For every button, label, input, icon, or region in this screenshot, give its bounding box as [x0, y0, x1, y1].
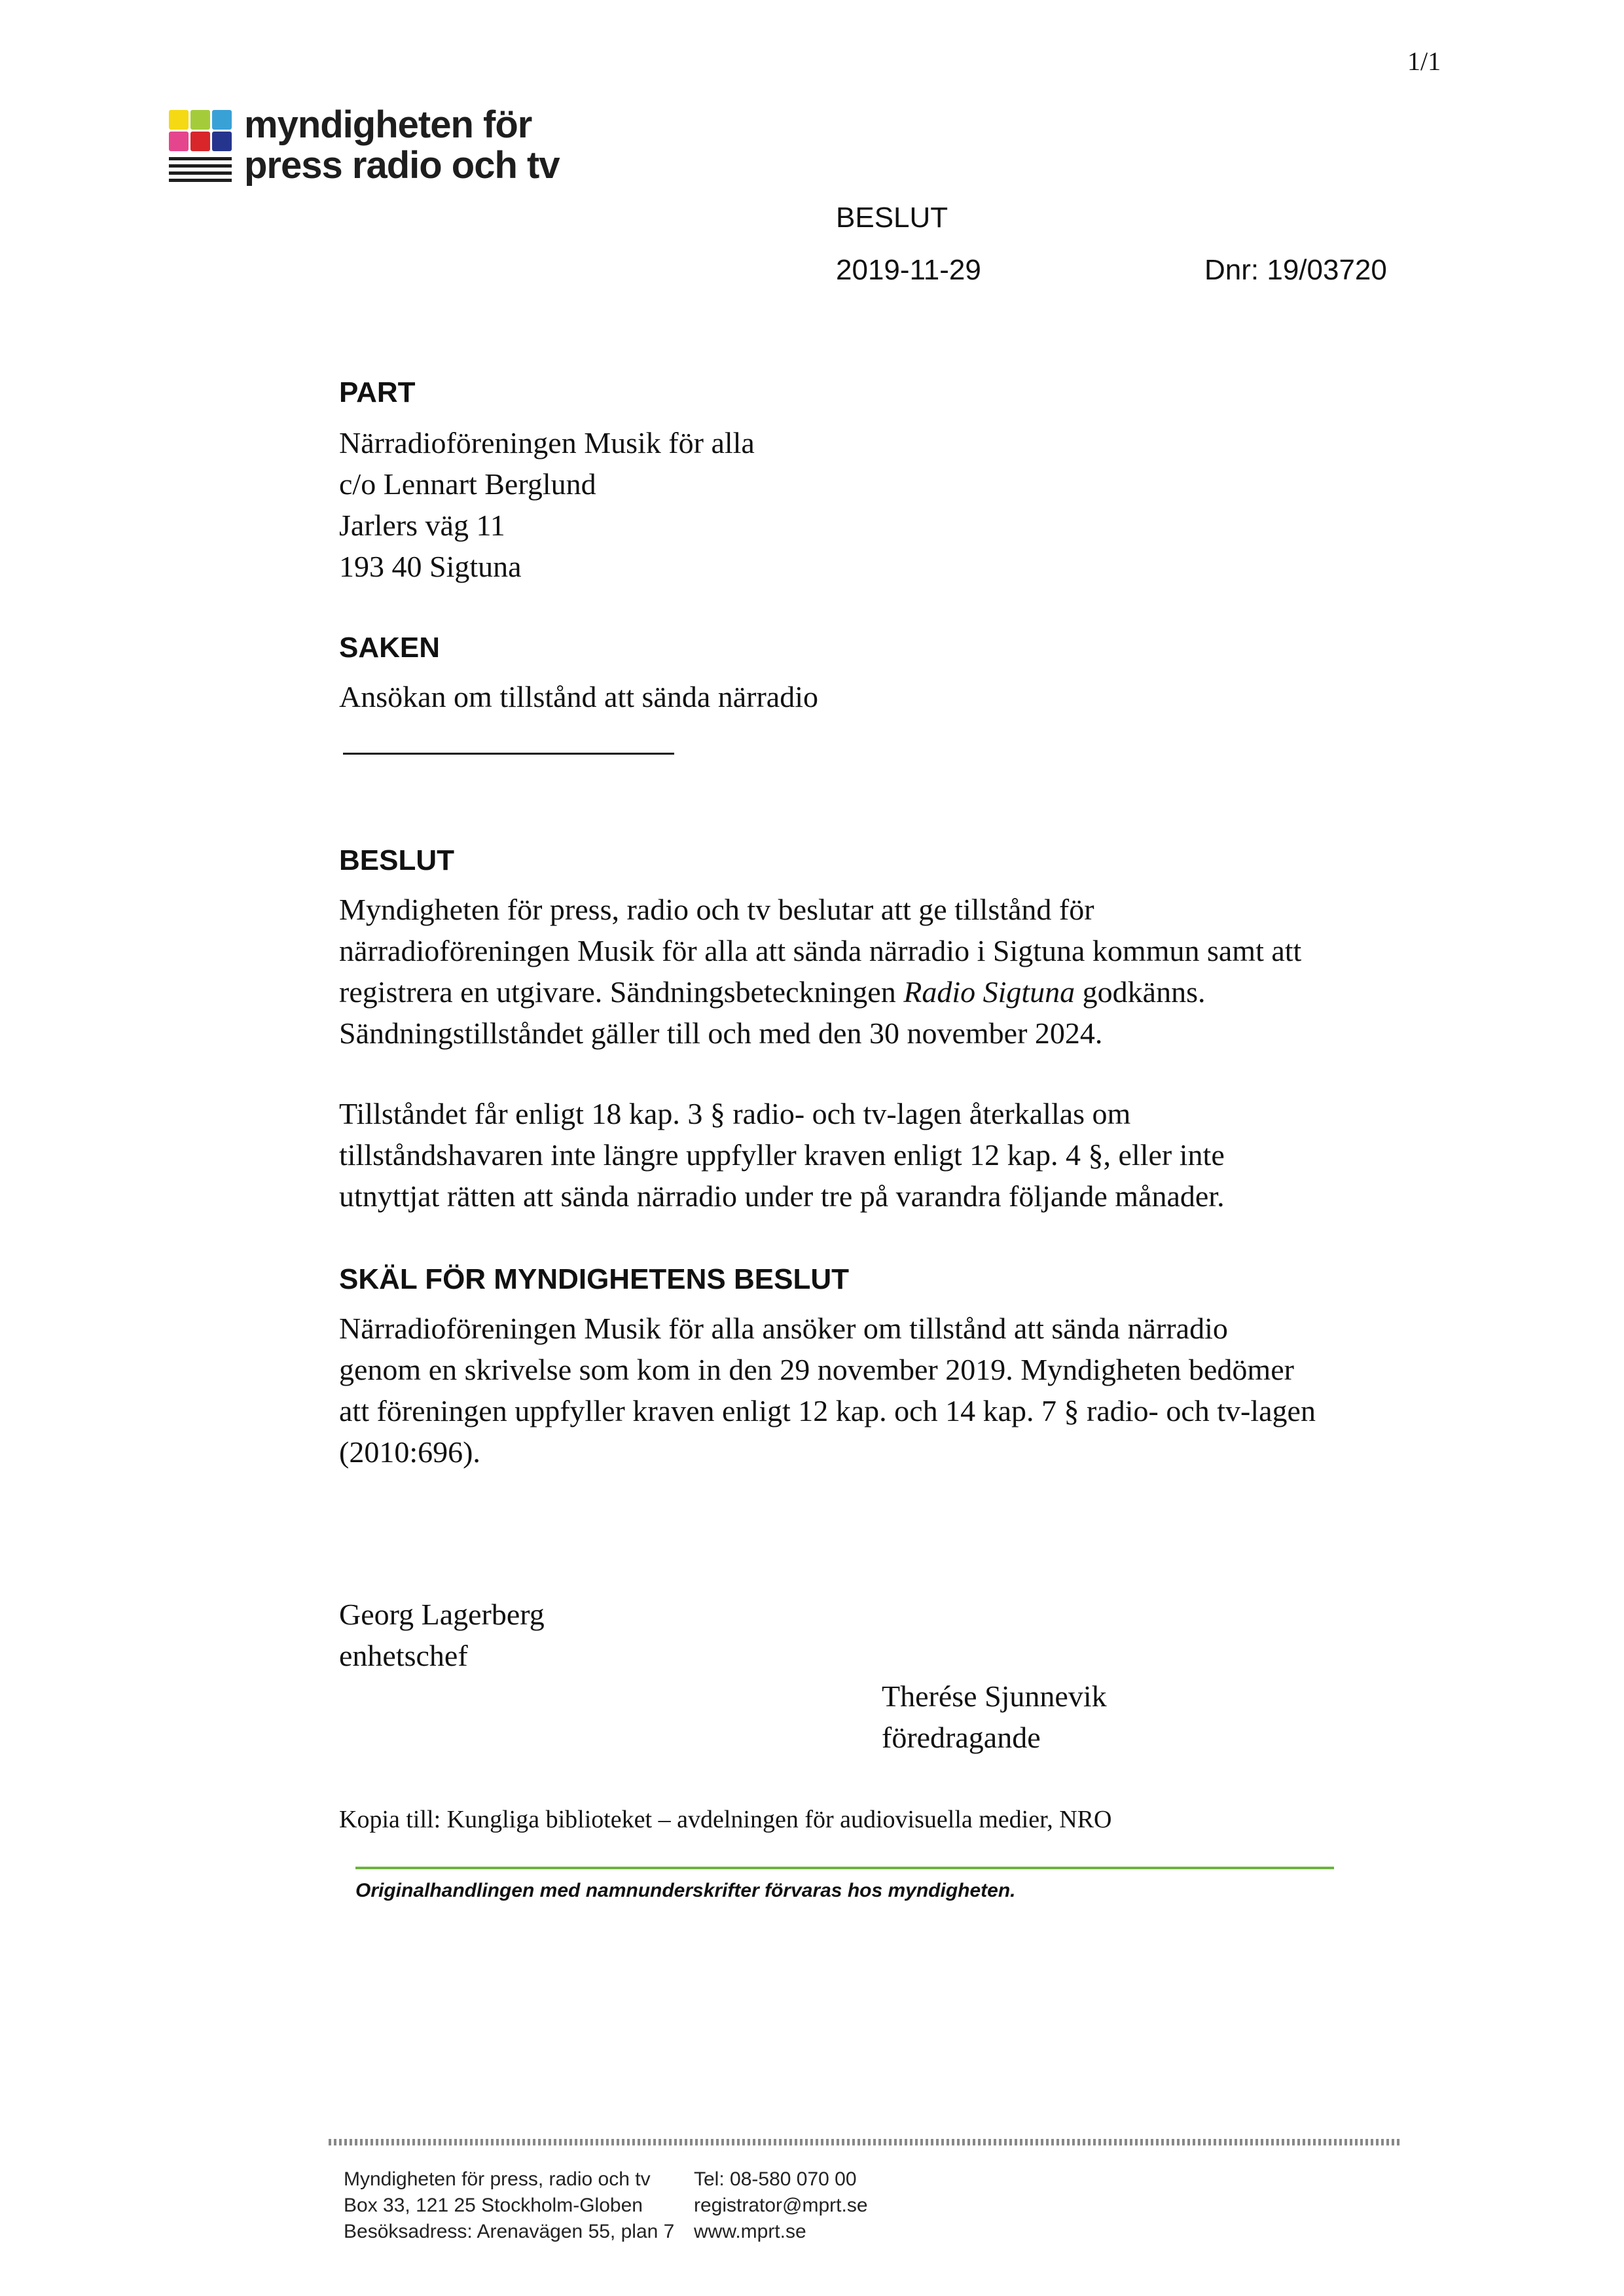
footer-website: www.mprt.se [694, 2221, 806, 2242]
logo-square [212, 132, 232, 151]
beslut-paragraph-2 [339, 1093, 1419, 1217]
footer-address [344, 2166, 674, 2245]
beslut-text: registrera en utgivare. Sändningsbeteckningen [339, 975, 904, 1009]
document-date: 2019-11-29 [836, 254, 981, 286]
logo-square [169, 132, 189, 151]
footer-phone: Tel: 08-580 070 00 [694, 2168, 857, 2190]
skal-paragraph [339, 1308, 1419, 1473]
beslut-line: Myndigheten för press, radio och tv beslutar att ge tillstånd för [339, 893, 1094, 926]
logo-wordmark [244, 105, 560, 186]
saken-text: Ansökan om tillstånd att sända närradio [339, 680, 819, 713]
logo-line [169, 171, 232, 175]
beslut-line: utnyttjat rätten att sända närradio under tre på varandra följande månader. [339, 1179, 1225, 1213]
part-line: Närradioföreningen Musik för alla [339, 426, 755, 459]
skal-line: att föreningen uppfyller kraven enligt 12 kap. och 14 kap. 7 § radio- och tv-lagen [339, 1394, 1316, 1427]
part-address [339, 422, 1419, 587]
skal-line: Närradioföreningen Musik för alla ansöker om tillstånd att sända närradio [339, 1312, 1228, 1345]
beslut-line: närradioföreningen Musik för alla att sända närradio i Sigtuna kommun samt att [339, 934, 1302, 967]
beslut-line: tillståndshavaren inte längre uppfyller kraven enligt 12 kap. 4 §, eller inte [339, 1138, 1225, 1172]
signature-block [339, 1594, 545, 1676]
green-divider [355, 1867, 1334, 1869]
skal-heading: SKÄL FÖR MYNDIGHETENS BESLUT [339, 1263, 850, 1295]
logo-square [190, 132, 210, 151]
beslut-line: Sändningstillståndet gäller till och med den 30 november 2024. [339, 1016, 1103, 1050]
logo-mark [169, 110, 234, 195]
part-heading: PART [339, 376, 416, 408]
footer-contact [694, 2166, 868, 2245]
part-line: Jarlers väg 11 [339, 509, 505, 542]
signature-block [882, 1676, 1107, 1758]
beslut-line [339, 971, 1419, 1013]
beslut-line: Tillståndet får enligt 18 kap. 3 § radio- och tv-lagen återkallas om [339, 1097, 1131, 1130]
agency-logo [169, 103, 758, 195]
beslut-heading: BESLUT [339, 844, 454, 876]
logo-line [169, 157, 232, 160]
broadcast-name: Radio Sigtuna [903, 975, 1075, 1009]
logo-square [169, 110, 189, 130]
logo-line [169, 179, 232, 182]
saken-heading: SAKEN [339, 632, 441, 664]
footer-line: Box 33, 121 25 Stockholm-Globen [344, 2195, 643, 2216]
beslut-text: godkänns. [1075, 975, 1206, 1009]
original-note: Originalhandlingen med namnunderskrifter förvaras hos myndigheten. [355, 1880, 1016, 1901]
logo-text-line1: myndigheten för [244, 103, 532, 146]
skal-line: (2010:696). [339, 1435, 480, 1469]
logo-square [212, 110, 232, 130]
footer-line: Myndigheten för press, radio och tv [344, 2168, 651, 2190]
part-line: 193 40 Sigtuna [339, 550, 522, 583]
logo-square [190, 110, 210, 130]
footer-divider [329, 2139, 1399, 2145]
document-type: BESLUT [836, 202, 948, 234]
logo-line [169, 164, 232, 168]
copy-to: Kopia till: Kungliga biblioteket – avdelningen för audiovisuella medier, NRO [339, 1806, 1112, 1833]
signatory-name: Georg Lagerberg [339, 1598, 545, 1631]
footer-line: Besöksadress: Arenavägen 55, plan 7 [344, 2221, 675, 2242]
signatory-title: enhetschef [339, 1639, 468, 1672]
signatory-name: Therése Sjunnevik [882, 1679, 1107, 1713]
skal-line: genom en skrivelse som kom in den 29 november 2019. Myndigheten bedömer [339, 1353, 1294, 1386]
section-divider [343, 753, 674, 755]
beslut-paragraph-1 [339, 889, 1419, 1054]
logo-text-line2: press radio och tv [244, 144, 560, 187]
signatory-title: föredragande [882, 1721, 1041, 1754]
document-dnr: Dnr: 19/03720 [1204, 254, 1387, 286]
footer-email: registrator@mprt.se [694, 2195, 868, 2216]
page-number: 1/1 [1407, 46, 1441, 76]
part-line: c/o Lennart Berglund [339, 467, 596, 501]
